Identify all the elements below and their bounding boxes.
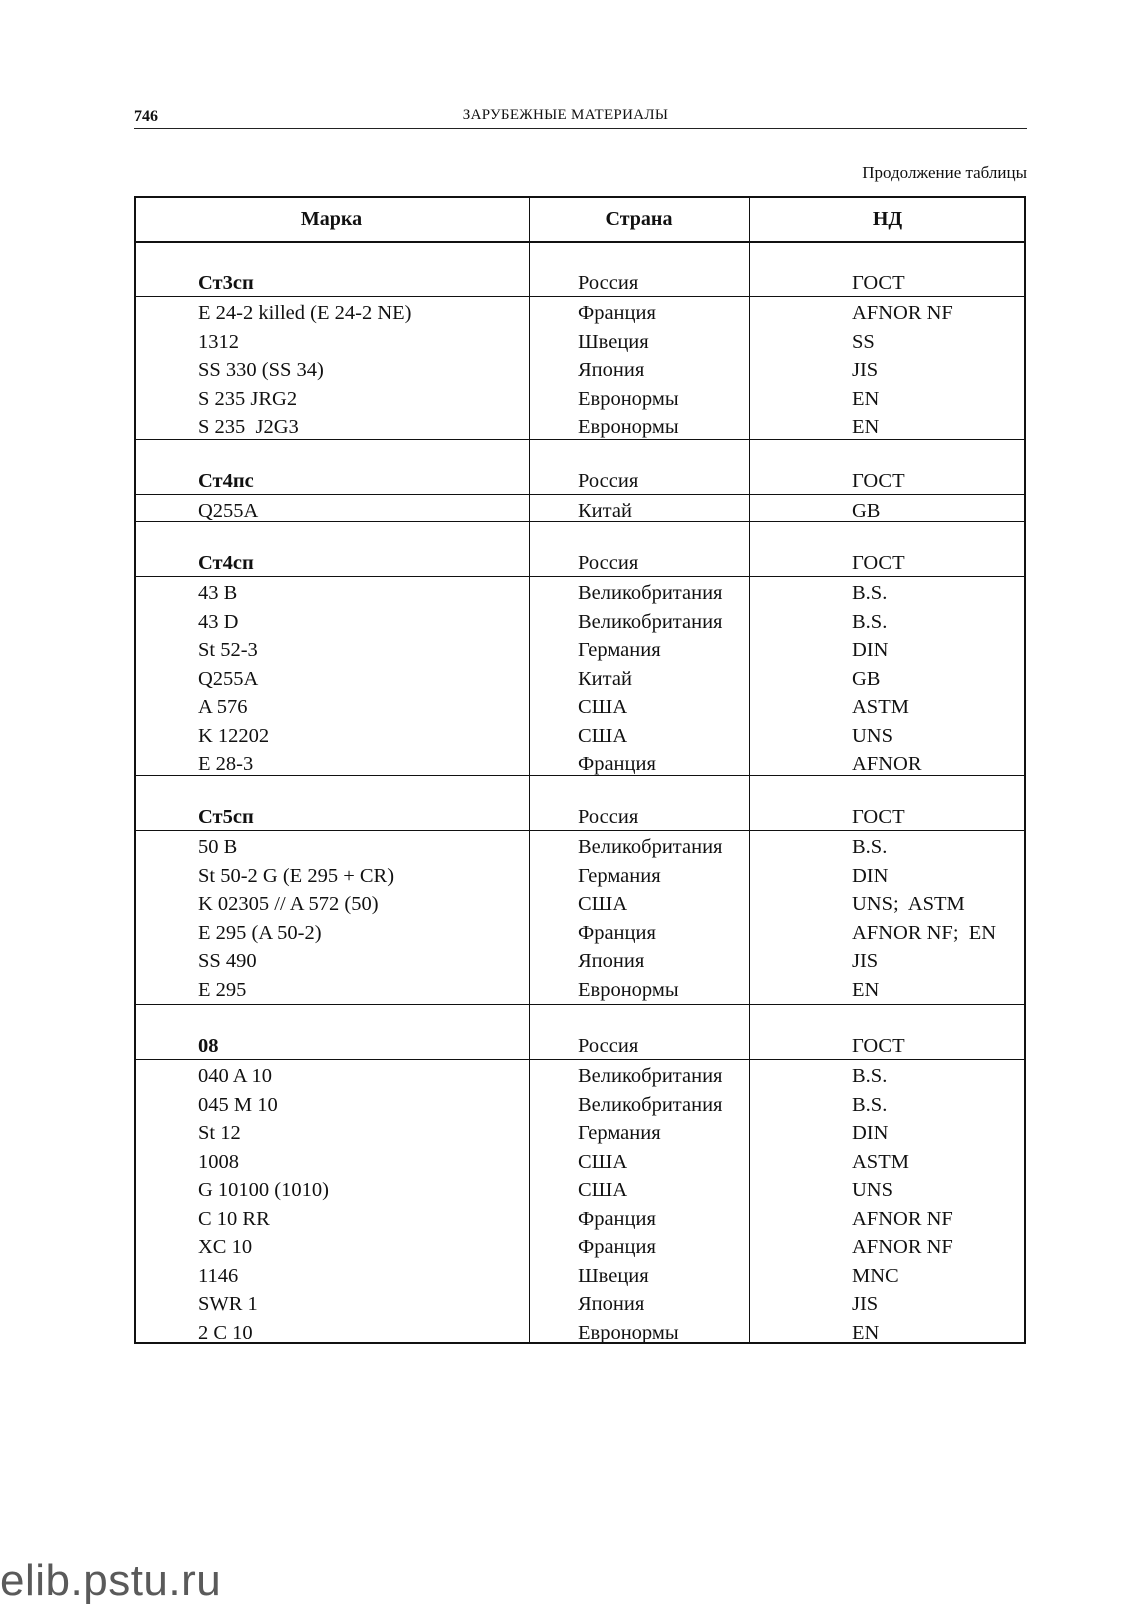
group-head-rule [134, 576, 1026, 577]
group-separator [134, 241, 1026, 242]
row-country: США [578, 724, 628, 747]
row-mark: 1312 [198, 330, 239, 353]
row-mark: St 12 [198, 1122, 241, 1144]
group-grade: Ст5сп [198, 806, 254, 828]
group-country: Россия [578, 552, 639, 574]
group-separator [134, 439, 1026, 440]
row-mark: St 52-3 [198, 639, 258, 661]
row-mark: S 235 JRG2 [198, 387, 298, 410]
row-mark: K 02305 // A 572 (50) [198, 893, 379, 915]
row-mark: E 24-2 killed (E 24-2 NE) [198, 302, 412, 324]
row-country: США [578, 1179, 628, 1201]
group-grade: Ст4пс [198, 470, 254, 492]
row-mark: 43 B [198, 582, 238, 604]
row-standard: B.S. [852, 836, 888, 858]
row-country: Китай [578, 500, 632, 522]
group-standard: ГОСТ [852, 806, 905, 828]
group-country: Россия [578, 1035, 639, 1057]
row-mark: XC 10 [198, 1236, 253, 1258]
continuation-label: Продолжение таблицы [862, 163, 1027, 182]
header-rule [134, 128, 1027, 129]
row-standard: DIN [852, 639, 889, 661]
row-mark: 43 D [198, 610, 239, 633]
row-mark: Q255A [198, 667, 259, 690]
page-number: 746 [134, 108, 158, 125]
row-country: Евронормы [578, 1321, 679, 1344]
row-country: Германия [578, 639, 661, 661]
row-country: Китай [578, 667, 632, 690]
row-country: Япония [578, 1293, 645, 1315]
row-standard: GB [852, 667, 881, 690]
row-standard: UNS [852, 1179, 894, 1201]
row-standard: AFNOR NF; EN [852, 921, 997, 944]
row-country: Франция [578, 1236, 656, 1258]
row-country: Великобритания [578, 1065, 723, 1087]
row-mark: 1146 [198, 1264, 239, 1287]
group-separator [134, 775, 1026, 776]
column-divider-2 [749, 196, 750, 1344]
row-standard: AFNOR [852, 753, 922, 775]
row-country: Франция [578, 921, 656, 944]
row-standard: MNC [852, 1264, 899, 1287]
row-country: Япония [578, 359, 645, 381]
row-standard: GB [852, 500, 881, 522]
row-mark: S 235 J2G3 [198, 416, 299, 438]
row-mark: 1008 [198, 1150, 239, 1173]
table-header-standard: НД [872, 208, 903, 230]
running-title: ЗАРУБЕЖНЫЕ МАТЕРИАЛЫ [462, 107, 669, 123]
row-country: Швеция [578, 330, 649, 353]
row-country: Евронормы [578, 416, 679, 438]
row-country: Германия [578, 1122, 661, 1144]
row-country: Япония [578, 950, 645, 972]
row-country: Германия [578, 864, 661, 887]
group-standard: ГОСТ [852, 552, 905, 574]
row-standard: B.S. [852, 610, 888, 633]
row-mark: St 50-2 G (E 295 + CR) [198, 864, 395, 887]
group-country: Россия [578, 470, 639, 492]
row-standard: EN [852, 387, 880, 410]
row-standard: AFNOR NF [852, 1207, 953, 1230]
group-standard: ГОСТ [852, 1035, 905, 1057]
row-mark: K 12202 [198, 724, 270, 747]
group-standard: ГОСТ [852, 470, 905, 492]
row-standard: JIS [852, 359, 879, 381]
row-country: США [578, 893, 628, 915]
row-standard: ASTM [852, 696, 909, 718]
row-mark: 50 B [198, 836, 238, 858]
group-separator [134, 521, 1026, 522]
group-head-rule [134, 296, 1026, 297]
row-standard: JIS [852, 950, 879, 972]
row-mark: 045 M 10 [198, 1093, 278, 1116]
row-country: Евронормы [578, 978, 679, 1001]
group-head-rule [134, 830, 1026, 831]
row-country: Великобритания [578, 582, 723, 604]
watermark: elib.pstu.ru [0, 1556, 222, 1605]
row-mark: Q255A [198, 500, 259, 522]
row-mark: 040 A 10 [198, 1065, 273, 1087]
row-mark: SS 490 [198, 950, 257, 972]
row-country: Великобритания [578, 836, 723, 858]
row-standard: SS [852, 330, 875, 353]
row-mark: E 295 (A 50-2) [198, 921, 322, 944]
row-standard: EN [852, 1321, 880, 1344]
group-grade: 08 [198, 1035, 219, 1057]
row-standard: UNS; ASTM [852, 893, 965, 915]
row-country: США [578, 1150, 628, 1173]
row-country: Франция [578, 753, 656, 775]
row-country: Великобритания [578, 610, 723, 633]
group-separator [134, 1004, 1026, 1005]
group-head-rule [134, 1059, 1026, 1060]
row-mark: E 28-3 [198, 753, 254, 775]
row-standard: EN [852, 978, 880, 1001]
row-standard: UNS [852, 724, 894, 747]
row-country: Великобритания [578, 1093, 723, 1116]
row-standard: DIN [852, 864, 889, 887]
row-standard: AFNOR NF [852, 1236, 953, 1258]
row-standard: B.S. [852, 1065, 888, 1087]
row-standard: B.S. [852, 582, 888, 604]
row-mark: G 10100 (1010) [198, 1179, 329, 1201]
group-grade: Ст4сп [198, 552, 254, 574]
group-grade: Ст3сп [198, 272, 254, 294]
row-mark: E 295 [198, 978, 247, 1001]
column-divider-1 [529, 196, 530, 1344]
row-mark: SWR 1 [198, 1293, 258, 1315]
row-standard: AFNOR NF [852, 302, 953, 324]
row-mark: C 10 RR [198, 1207, 270, 1230]
group-head-rule [134, 494, 1026, 495]
row-country: США [578, 696, 628, 718]
row-standard: ASTM [852, 1150, 909, 1173]
row-standard: B.S. [852, 1093, 888, 1116]
group-country: Россия [578, 272, 639, 294]
table-header-country: Страна [605, 208, 673, 230]
row-country: Евронормы [578, 387, 679, 410]
group-country: Россия [578, 806, 639, 828]
group-standard: ГОСТ [852, 272, 905, 294]
row-country: Франция [578, 1207, 656, 1230]
row-mark: 2 C 10 [198, 1321, 253, 1344]
row-country: Франция [578, 302, 656, 324]
row-standard: JIS [852, 1293, 879, 1315]
row-mark: SS 330 (SS 34) [198, 359, 324, 381]
table-header-mark: Марка [300, 208, 363, 230]
row-mark: A 576 [198, 696, 248, 718]
row-country: Швеция [578, 1264, 649, 1287]
row-standard: EN [852, 416, 880, 438]
row-standard: DIN [852, 1122, 889, 1144]
